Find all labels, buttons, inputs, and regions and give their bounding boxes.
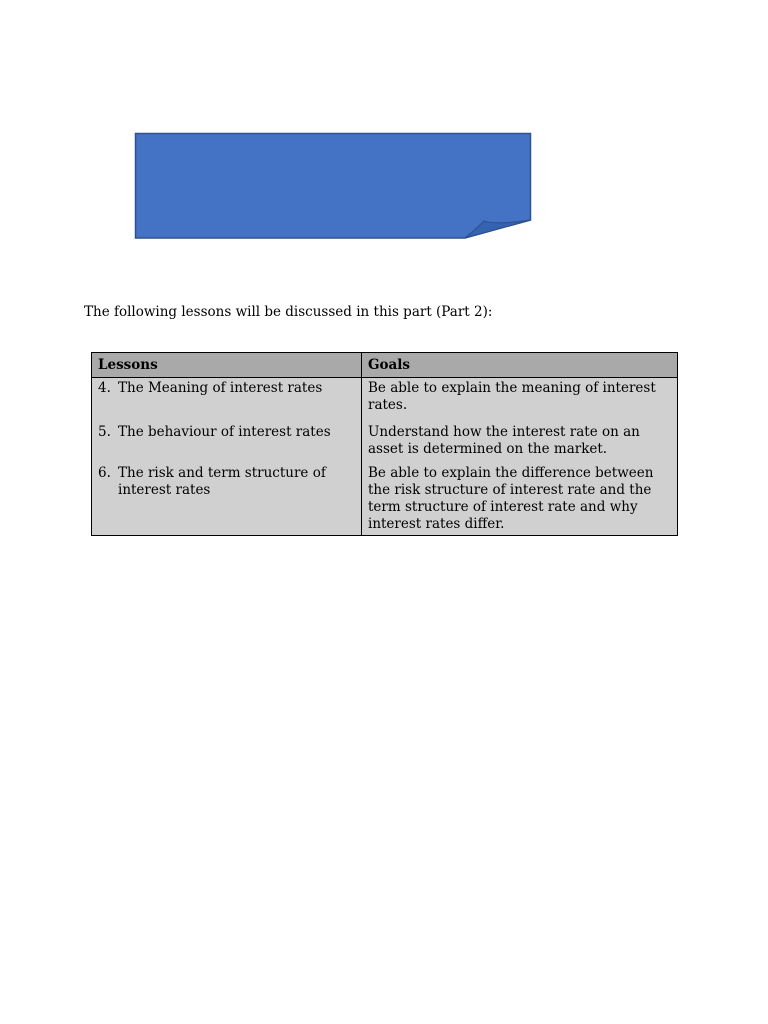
- goal-cell: Understand how the interest rate on an asset is determined on the market.: [362, 417, 678, 461]
- lesson-cell: [92, 378, 362, 418]
- table-header-row: [92, 353, 678, 378]
- lesson-title: The Meaning of interest rates: [118, 380, 323, 396]
- banner-body: [136, 134, 531, 239]
- goal-cell: Be able to explain the meaning of interest rates.: [362, 378, 678, 418]
- lesson-number: 4.: [98, 380, 111, 396]
- lesson-cell: [92, 417, 362, 461]
- table-row: [92, 461, 678, 536]
- goal-cell: Be able to explain the difference between the risk structure of interest rate and the term structure of interest rate and why interest rates differ.: [362, 461, 678, 536]
- header-goals: Goals: [362, 353, 678, 378]
- table-row: [92, 417, 678, 461]
- lesson-number: 5.: [98, 424, 111, 440]
- folded-corner-shape: [134, 132, 534, 242]
- table-row: [92, 378, 678, 418]
- lessons-table: [91, 352, 678, 536]
- lesson-title: The behaviour of interest rates: [118, 424, 331, 440]
- intro-text: The following lessons will be discussed in this part (Part 2):: [84, 304, 493, 320]
- part-banner: [134, 132, 534, 242]
- lesson-title: The risk and term structure of interest rates: [118, 465, 326, 498]
- lesson-number: 6.: [98, 465, 111, 481]
- lesson-cell: [92, 461, 362, 536]
- header-lessons: Lessons: [92, 353, 362, 378]
